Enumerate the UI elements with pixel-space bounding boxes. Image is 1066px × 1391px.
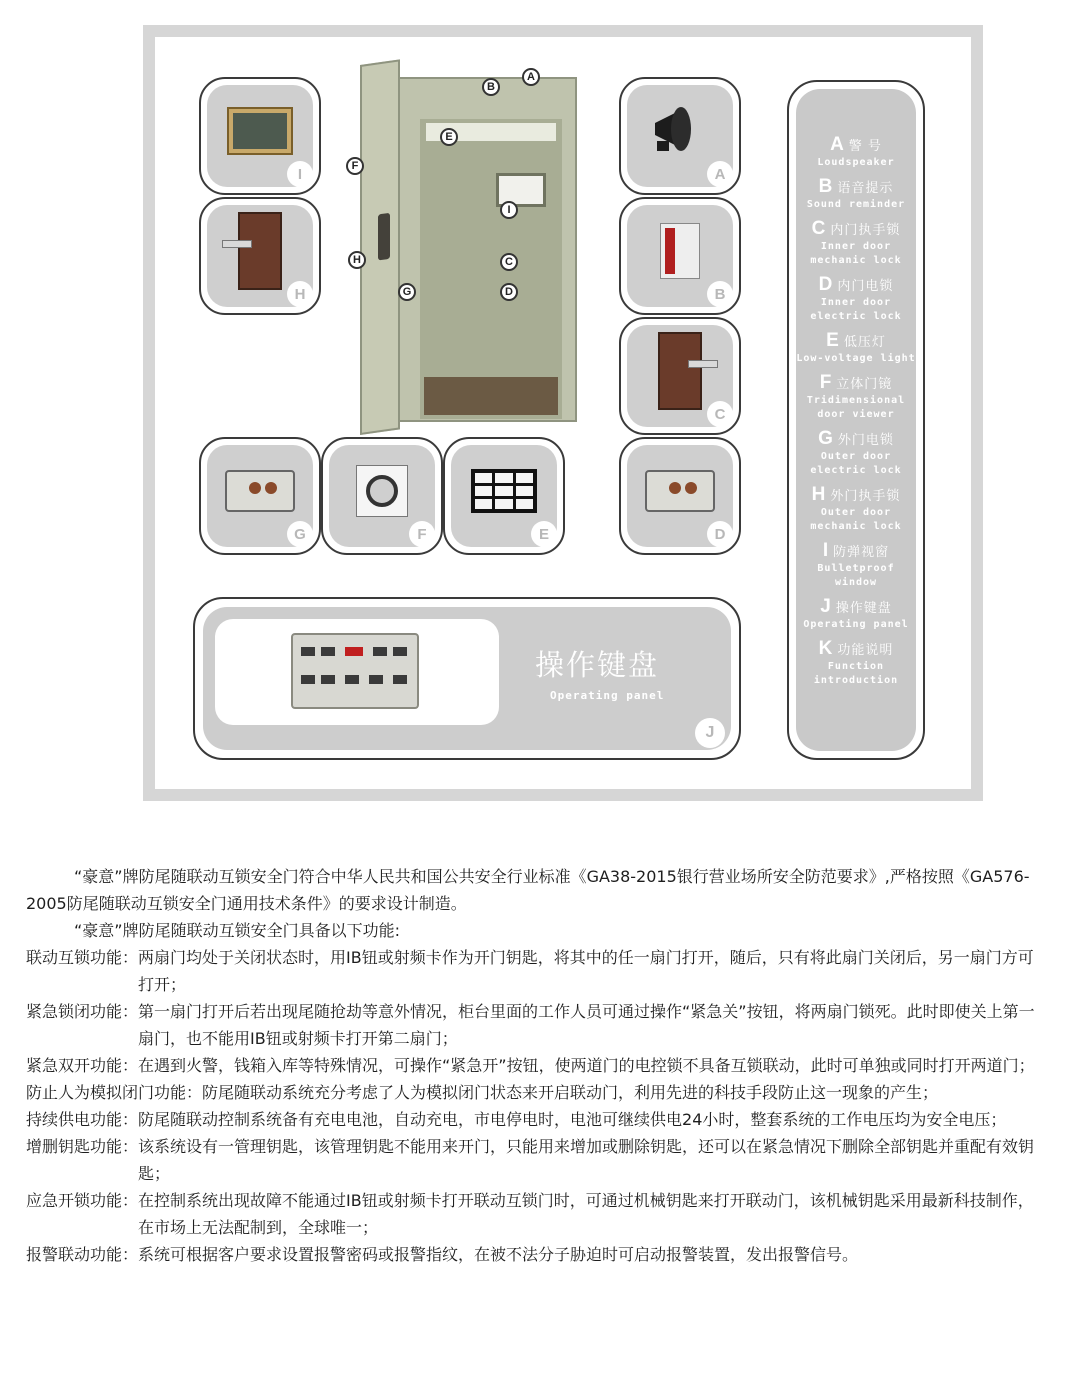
legend-zh: 外门执手锁	[830, 489, 901, 504]
marker-a: A	[522, 68, 540, 86]
legend-letter: G	[818, 428, 834, 449]
legend-label-en: Inner door electric lock	[810, 297, 902, 322]
marker-g: G	[398, 283, 416, 301]
feature-label: 防止人为模拟闭门功能：	[26, 1083, 203, 1102]
legend-zh: 低压灯	[843, 335, 886, 350]
legend-label-zh	[789, 372, 923, 394]
legend-label-en: Bulletproof window	[817, 563, 895, 588]
legend-zh: 内门电锁	[837, 279, 894, 294]
legend-letter: B	[818, 176, 834, 197]
sound-reminder-icon	[660, 223, 700, 279]
marker-i: I	[500, 201, 518, 219]
legend-label-zh	[789, 428, 923, 450]
legend-label-en: Low-voltage light	[796, 353, 916, 364]
card-inner-mechanic-lock	[619, 317, 741, 435]
card-letter: F	[409, 521, 435, 547]
feature-row	[26, 998, 1046, 1052]
legend-letter: H	[811, 484, 827, 505]
legend-label-en: Operating panel	[803, 619, 909, 630]
keyboard-icon	[291, 633, 419, 709]
card-letter: B	[707, 281, 733, 307]
legend-letter: I	[822, 540, 830, 561]
legend-letter: A	[830, 134, 845, 155]
feature-row	[26, 1241, 1046, 1268]
legend-item	[789, 638, 923, 688]
card-letter: D	[707, 521, 733, 547]
legend-label-en: Outer door electric lock	[810, 451, 902, 476]
intro-paragraph: “豪意”牌防尾随联动互锁安全门符合中华人民共和国公共安全行业标准《GA38-2015银行营业场所安全防范要求》,严格按照《GA576-2005防尾随联动互锁安全门通用技术条件》的要求设计制造。	[26, 867, 1030, 913]
feature-row	[26, 1106, 1046, 1133]
legend-item	[789, 428, 923, 478]
card-letter: I	[287, 161, 313, 187]
legend-letter: D	[818, 274, 834, 295]
feature-row	[26, 1052, 1046, 1079]
card-bulletproof-window	[199, 77, 321, 195]
feature-label: 增删钥匙功能：	[26, 1137, 139, 1156]
open-door-leaf	[360, 59, 400, 435]
feature-desc: 防尾随联动控制系统备有充电电池，自动充电，市电停电时，电池可继续供电24小时，整套系统的工作电压均为安全电压；	[138, 1110, 1007, 1129]
floor-mat	[424, 377, 558, 415]
feature-desc: 在遇到火警，钱箱入库等特殊情况，可操作“紧急开”按钮，使两道门的电控锁不具备互锁联动，此时可单独或同时打开两道门；	[138, 1056, 1035, 1075]
marker-b: B	[482, 78, 500, 96]
operating-panel-title: 操作键盘	[535, 648, 660, 682]
legend-label-zh	[789, 330, 923, 352]
electric-lock-icon	[645, 470, 715, 512]
legend-item	[789, 540, 923, 590]
legend-item	[789, 372, 923, 422]
feature-desc: 第一扇门打开后若出现尾随抢劫等意外情况，柜台里面的工作人员可通过操作“紧急关”按钮，将两扇门锁死。此时即使关上第一扇门，也不能用IB钮或射频卡打开第二扇门；	[138, 1002, 1035, 1048]
legend-label-zh	[789, 218, 923, 240]
door-illustration	[351, 65, 580, 437]
card-door-viewer	[321, 437, 443, 555]
electric-lock-icon	[225, 470, 295, 512]
card-low-voltage-light	[443, 437, 565, 555]
door-handle-icon	[658, 332, 702, 410]
door-viewer-icon	[356, 465, 408, 517]
card-outer-electric-lock	[199, 437, 321, 555]
legend-item	[789, 484, 923, 534]
marker-h: H	[348, 251, 366, 269]
legend-letter: C	[811, 218, 827, 239]
legend-item	[789, 176, 923, 212]
operating-panel-letter: J	[695, 718, 725, 748]
legend-item	[789, 218, 923, 268]
legend-letter: J	[820, 596, 832, 617]
card-letter: A	[707, 161, 733, 187]
legend-zh: 立体门镜	[836, 377, 893, 392]
marker-f: F	[346, 157, 364, 175]
feature-row	[26, 1187, 1046, 1241]
card-letter: H	[287, 281, 313, 307]
legend-label-en: Inner door mechanic lock	[810, 241, 902, 266]
legend-label-en: Sound reminder	[806, 199, 906, 210]
bulletproof-window-icon	[227, 107, 293, 155]
description-text	[26, 863, 1046, 1268]
legend-zh: 警 号	[848, 139, 882, 154]
legend-letter: E	[826, 330, 840, 351]
feature-list	[26, 944, 1046, 1268]
light-panel-icon	[471, 469, 537, 513]
feature-label: 持续供电功能：	[26, 1110, 139, 1129]
legend-label-zh	[789, 540, 923, 562]
legend	[787, 80, 925, 760]
legend-label-en: Function introduction	[813, 661, 899, 686]
card-letter: G	[287, 521, 313, 547]
legend-label-zh	[789, 484, 923, 506]
legend-zh: 语音提示	[837, 181, 894, 196]
marker-c: C	[500, 253, 518, 271]
feature-label: 紧急双开功能：	[26, 1056, 139, 1075]
legend-label-en: Outer door mechanic lock	[810, 507, 902, 532]
feature-desc: 该系统设有一管理钥匙，该管理钥匙不能用来开门，只能用来增加或删除钥匙，还可以在紧急情况下删除全部钥匙并重配有效钥匙；	[138, 1137, 1035, 1183]
legend-letter: F	[819, 372, 833, 393]
legend-zh: 操作键盘	[835, 601, 892, 616]
card-letter: C	[707, 401, 733, 427]
card-inner-electric-lock	[619, 437, 741, 555]
marker-d: D	[500, 283, 518, 301]
card-letter: E	[531, 521, 557, 547]
door-handle	[378, 213, 390, 261]
legend-label-zh	[789, 176, 923, 198]
legend-label-zh	[789, 638, 923, 660]
legend-label-en: Loudspeaker	[817, 157, 895, 168]
feature-label: 紧急锁闭功能：	[26, 1002, 139, 1021]
legend-letter: K	[818, 638, 834, 659]
card-sound-reminder	[619, 197, 741, 315]
legend-item	[789, 134, 923, 170]
feature-label: 应急开锁功能：	[26, 1191, 139, 1210]
marker-e: E	[440, 128, 458, 146]
legend-zh: 外门电锁	[837, 433, 894, 448]
features-lead: “豪意”牌防尾随联动互锁安全门具备以下功能:	[74, 921, 400, 940]
legend-zh: 内门执手锁	[830, 223, 901, 238]
legend-label-zh	[789, 596, 923, 618]
feature-label: 报警联动功能：	[26, 1245, 139, 1264]
feature-row	[26, 1079, 1046, 1106]
feature-desc: 系统可根据客户要求设置报警密码或报警指纹，在被不法分子胁迫时可启动报警装置，发出报警信号。	[138, 1245, 859, 1264]
legend-item	[789, 596, 923, 632]
feature-desc: 防尾随联动系统充分考虑了人为模拟闭门状态来开启联动门，利用先进的科技手段防止这一现象的产生；	[202, 1083, 939, 1102]
door-handle-icon	[238, 212, 282, 290]
legend-zh: 防弹视窗	[833, 545, 890, 560]
feature-row	[26, 944, 1046, 998]
legend-label-en: Tridimensional door viewer	[806, 395, 906, 420]
feature-desc: 在控制系统出现故障不能通过IB钮或射频卡打开联动互锁门时，可通过机械钥匙来打开联动门，该机械钥匙采用最新科技制作，在市场上无法配制到，全球唯一；	[138, 1191, 1034, 1237]
legend-list	[789, 134, 923, 694]
card-outer-mechanic-lock	[199, 197, 321, 315]
legend-label-zh	[789, 274, 923, 296]
feature-desc: 两扇门均处于关闭状态时，用IB钮或射频卡作为开门钥匙，将其中的任一扇门打开，随后，只有将此扇门关闭后，另一扇门方可打开；	[138, 948, 1034, 994]
legend-item	[789, 274, 923, 324]
operating-panel-card	[193, 597, 741, 760]
operating-panel-subtitle: Operating panel	[550, 689, 665, 702]
feature-label: 联动互锁功能：	[26, 948, 139, 967]
feature-row	[26, 1133, 1046, 1187]
card-loudspeaker	[619, 77, 741, 195]
legend-label-zh	[789, 134, 923, 156]
legend-zh: 功能说明	[837, 643, 894, 658]
loudspeaker-icon	[645, 101, 715, 161]
legend-item	[789, 330, 923, 366]
